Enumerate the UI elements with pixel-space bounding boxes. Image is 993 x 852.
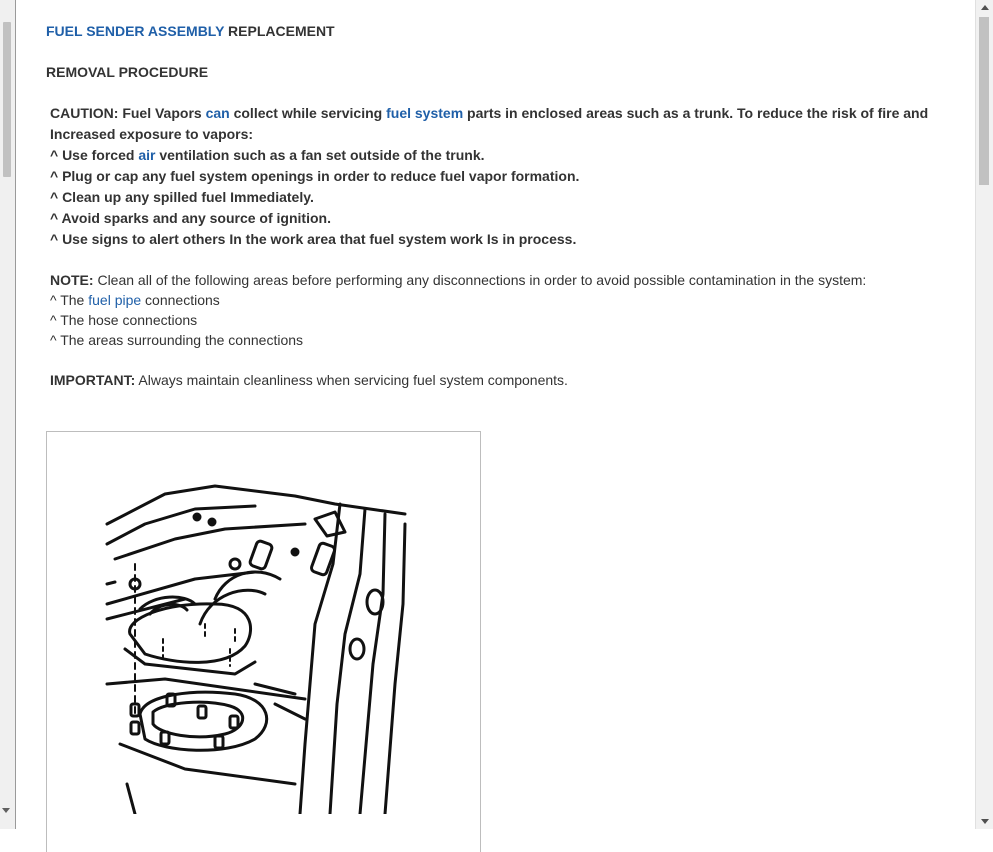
- scroll-down-arrow-icon[interactable]: [981, 819, 989, 824]
- removal-heading: REMOVAL PROCEDURE: [46, 64, 209, 80]
- note-text: Clean all of the following areas before performing any disconnections in order to avoid possible contamination in the system:: [93, 272, 867, 288]
- important-paragraph: [46, 370, 946, 390]
- note-paragraph: [46, 270, 946, 290]
- caution-bullet-1: [46, 145, 946, 166]
- caution-bullet-2: ^ Plug or cap any fuel system openings in order to reduce fuel vapor formation.: [50, 168, 580, 184]
- note-label: NOTE:: [50, 272, 94, 288]
- caution-text-2: collect while servicing: [229, 105, 387, 121]
- link-can[interactable]: can: [205, 105, 230, 121]
- note-bullet-1-pre: ^ The: [50, 292, 89, 308]
- scroll-up-arrow-icon[interactable]: [981, 5, 989, 10]
- bullet-1-pre: ^ Use forced: [50, 147, 139, 163]
- bullet-1-post: ventilation such as a fan set outside of the trunk.: [155, 147, 485, 163]
- fuel-sender-diagram-icon: [105, 484, 407, 814]
- caution-label: CAUTION:: [50, 105, 119, 121]
- left-pane-scrollbar[interactable]: [0, 0, 16, 829]
- note-bullet-3: ^ The areas surrounding the connections: [50, 332, 304, 348]
- note-bullet-2: ^ The hose connections: [50, 312, 198, 328]
- important-text: Always maintain cleanliness when servicing fuel system components.: [135, 372, 568, 388]
- left-scroll-down-arrow-icon[interactable]: [2, 808, 10, 813]
- link-fuel-system[interactable]: fuel system: [386, 105, 464, 121]
- caution-bullet-4: ^ Avoid sparks and any source of ignition.: [50, 210, 331, 226]
- page-title: [46, 21, 946, 42]
- link-air[interactable]: air: [138, 147, 156, 163]
- vertical-scrollbar[interactable]: [975, 0, 993, 829]
- figure-frame: [46, 431, 481, 852]
- important-label: IMPORTANT:: [50, 372, 136, 388]
- caution-paragraph: [46, 103, 946, 145]
- caution-text-3: parts in enclosed areas such as a trunk. To reduce the risk of fire and Increased exposure to vapors:: [50, 105, 929, 142]
- caution-bullet-3: ^ Clean up any spilled fuel Immediately.: [50, 189, 314, 205]
- caution-bullet-5: ^ Use signs to alert others In the work area that fuel system work Is in process.: [50, 231, 577, 247]
- document-content: [46, 21, 946, 390]
- title-link-fuel-sender-assembly[interactable]: FUEL SENDER ASSEMBLY: [46, 23, 225, 39]
- note-block: [46, 270, 946, 350]
- title-rest: REPLACEMENT: [224, 23, 335, 39]
- link-fuel-pipe[interactable]: fuel pipe: [88, 292, 142, 308]
- note-bullet-1-post: connections: [141, 292, 220, 308]
- caution-text-1: Fuel Vapors: [118, 105, 206, 121]
- left-scrollbar-thumb[interactable]: [3, 22, 11, 177]
- scrollbar-thumb[interactable]: [979, 17, 989, 185]
- note-bullet-1: [46, 290, 946, 310]
